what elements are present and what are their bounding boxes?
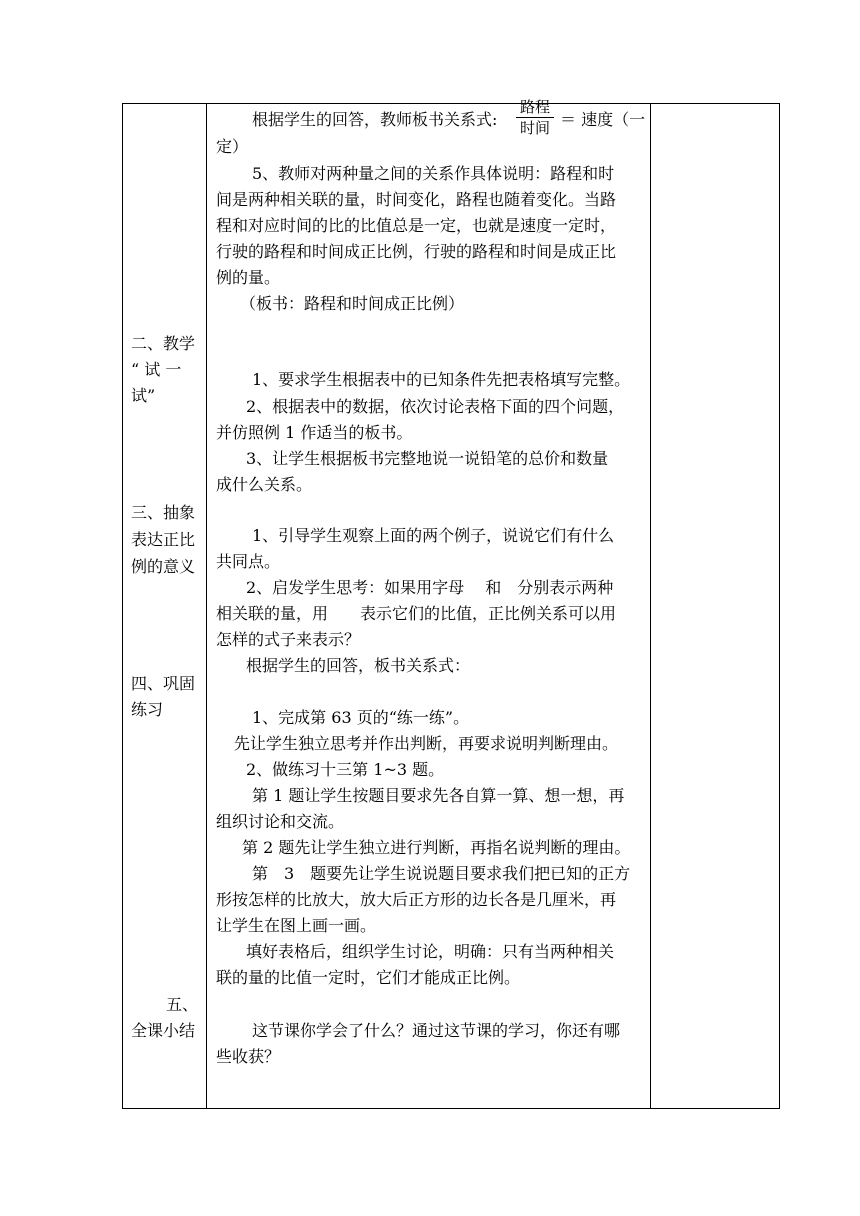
paragraph-line: 第 3 题要先让学生说说题目要求我们把已知的正方: [252, 864, 631, 883]
section-label-line: “ 试 一: [131, 360, 182, 379]
table-top-border: [122, 103, 780, 104]
formula-numerator: 路程: [519, 98, 550, 116]
section-label-line: 五、: [166, 995, 199, 1014]
paragraph-line: 先让学生独立思考并作出判断，再要求说明判断理由。: [234, 734, 619, 753]
paragraph-line: 行驶的路程和时间成正比例，行驶的路程和时间是成正比: [216, 242, 617, 261]
paragraph-line: 程和对应时间的比的比值总是一定，也就是速度一定时，: [216, 216, 617, 235]
paragraph-line: 3、让学生根据板书完整地说一说铅笔的总价和数量: [246, 449, 609, 468]
table-right-border: [779, 103, 780, 1109]
section-label-line: 练习: [131, 700, 164, 719]
paragraph-line: 共同点。: [216, 552, 281, 571]
formula-denominator: 时间: [519, 119, 550, 137]
section-label-line: 二、教学: [131, 334, 196, 353]
paragraph-line: 填好表格后，组织学生讨论，明确：只有当两种相关: [246, 942, 615, 961]
formula-tail: 定）: [216, 137, 249, 156]
section-label-line: 表达正比: [131, 530, 196, 549]
section-label-line: 例的意义: [131, 557, 196, 576]
paragraph-line: 相关联的量，用 表示它们的比值，正比例关系可以用: [216, 604, 617, 623]
paragraph-line: 1、要求学生根据表中的已知条件先把表格填写完整。: [252, 370, 631, 389]
paragraph-line: 5、教师对两种量之间的关系作具体说明：路程和时: [252, 164, 615, 183]
paragraph-line: 例的量。: [216, 268, 281, 287]
paragraph-line: 联的量的比值一定时，它们才能成正比例。: [216, 968, 521, 987]
section-label-line: 四、巩固: [131, 674, 196, 693]
paragraph-line: 2、做练习十三第 1~3 题。: [246, 760, 445, 779]
paragraph-line: 第 2 题先让学生独立进行判断，再指名说判断的理由。: [242, 838, 631, 857]
formula-rest: ＝ 速度（一: [560, 110, 646, 129]
formula-intro: 根据学生的回答，教师板书关系式:: [252, 110, 498, 129]
paragraph-line: 怎样的式子来表示？: [216, 630, 361, 649]
paragraph-line: 这节课你学会了什么？通过这节课的学习，你还有哪: [252, 1021, 621, 1040]
paragraph-line: 1、引导学生观察上面的两个例子，说说它们有什么: [252, 526, 615, 545]
paragraph-line: 组织讨论和交流。: [216, 812, 345, 831]
paragraph-line: 2、根据表中的数据，依次讨论表格下面的四个问题，: [246, 397, 625, 416]
section-label-line: 三、抽象: [131, 503, 196, 522]
paragraph-line: 些收获？: [216, 1047, 281, 1066]
fraction-bar: [516, 117, 554, 118]
paragraph-line: 成什么关系。: [216, 475, 313, 494]
section-label-line: 试”: [131, 386, 156, 405]
paragraph-line: 第 1 题让学生按题目要求先各自算一算、想一想，再: [252, 786, 625, 805]
paragraph-line: 并仿照例 1 作适当的板书。: [216, 423, 413, 442]
column-divider-2: [650, 103, 651, 1109]
section-label-line: 全课小结: [131, 1021, 196, 1040]
paragraph-line: 2、启发学生思考：如果用字母 和 分别表示两种: [246, 578, 614, 597]
table-left-border: [122, 103, 123, 1109]
column-divider-1: [206, 103, 207, 1109]
paragraph-line: 根据学生的回答，板书关系式：: [246, 656, 471, 675]
paragraph-line: 让学生在图上画一画。: [216, 916, 377, 935]
table-bottom-border: [122, 1108, 780, 1109]
paragraph-line: 间是两种相关联的量，时间变化，路程也随着变化。当路: [216, 190, 617, 209]
paragraph-line: 1、完成第 63 页的“练一练”。: [252, 708, 470, 727]
board-note: （板书：路程和时间成正比例）: [240, 294, 465, 313]
paragraph-line: 形按怎样的比放大，放大后正方形的边长各是几厘米，再: [216, 890, 617, 909]
